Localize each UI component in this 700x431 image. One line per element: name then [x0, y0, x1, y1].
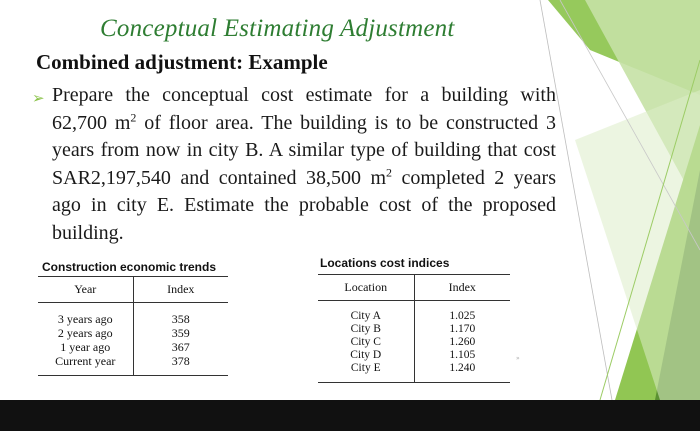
superscript-1: 2: [130, 109, 137, 124]
location-cell: City C: [350, 336, 381, 348]
index-column: [133, 303, 228, 376]
statement-part-2: of floor area. The building is to be constructed 3 years from now in city B. A similar type of building that cost SAR2,197,540 and contained 38,500 m: [52, 111, 556, 189]
location-cell: City E: [350, 362, 381, 374]
index-cell: 378: [171, 354, 190, 368]
year-column: [38, 303, 133, 376]
year-cell: 2 years ago: [57, 326, 113, 340]
location-cell: City D: [350, 349, 382, 361]
index-cell: 1.260: [449, 336, 476, 348]
location-cell: City B: [350, 323, 381, 335]
index-cell: 1.170: [449, 323, 476, 335]
statement-part-3: completed 2 years ago in city E. Estimate the probable cost of the proposed building.: [52, 166, 556, 244]
superscript-2: 2: [386, 164, 393, 179]
year-cell: 3 years ago: [57, 312, 113, 326]
locations-cost-table: [318, 274, 510, 383]
index-column: [414, 301, 510, 383]
index-cell: 1.240: [449, 362, 476, 374]
problem-statement: [52, 82, 556, 247]
table-header-row: [38, 277, 228, 303]
locations-table-caption: Locations cost indices: [320, 256, 450, 270]
year-cell: Current year: [55, 354, 116, 368]
location-cell: City A: [350, 310, 381, 322]
header-year: Year: [38, 277, 133, 303]
index-cell: 359: [171, 326, 190, 340]
statement-part-1: Prepare the conceptual cost estimate for a building with 62,700 m: [52, 84, 556, 134]
index-cell: 1.105: [449, 349, 476, 361]
page-marker: »: [516, 355, 520, 362]
bullet-arrow-icon: ➢: [32, 89, 45, 107]
header-location: Location: [318, 275, 414, 301]
location-column: [318, 301, 414, 383]
construction-trends-table: [38, 276, 228, 376]
table-row: [318, 301, 510, 383]
year-cell: 1 year ago: [60, 340, 111, 354]
header-index: Index: [133, 277, 228, 303]
table-header-row: [318, 275, 510, 301]
header-index: Index: [414, 275, 510, 301]
index-cell: 358: [171, 312, 190, 326]
table-row: [38, 303, 228, 376]
index-cell: 1.025: [449, 310, 476, 322]
trends-table-caption: Construction economic trends: [42, 260, 217, 274]
bottom-black-strip: [0, 400, 700, 431]
slide-subtitle: Combined adjustment: Example: [36, 50, 328, 74]
slide-title: Conceptual Estimating Adjustment: [100, 15, 455, 42]
index-cell: 367: [171, 340, 190, 354]
